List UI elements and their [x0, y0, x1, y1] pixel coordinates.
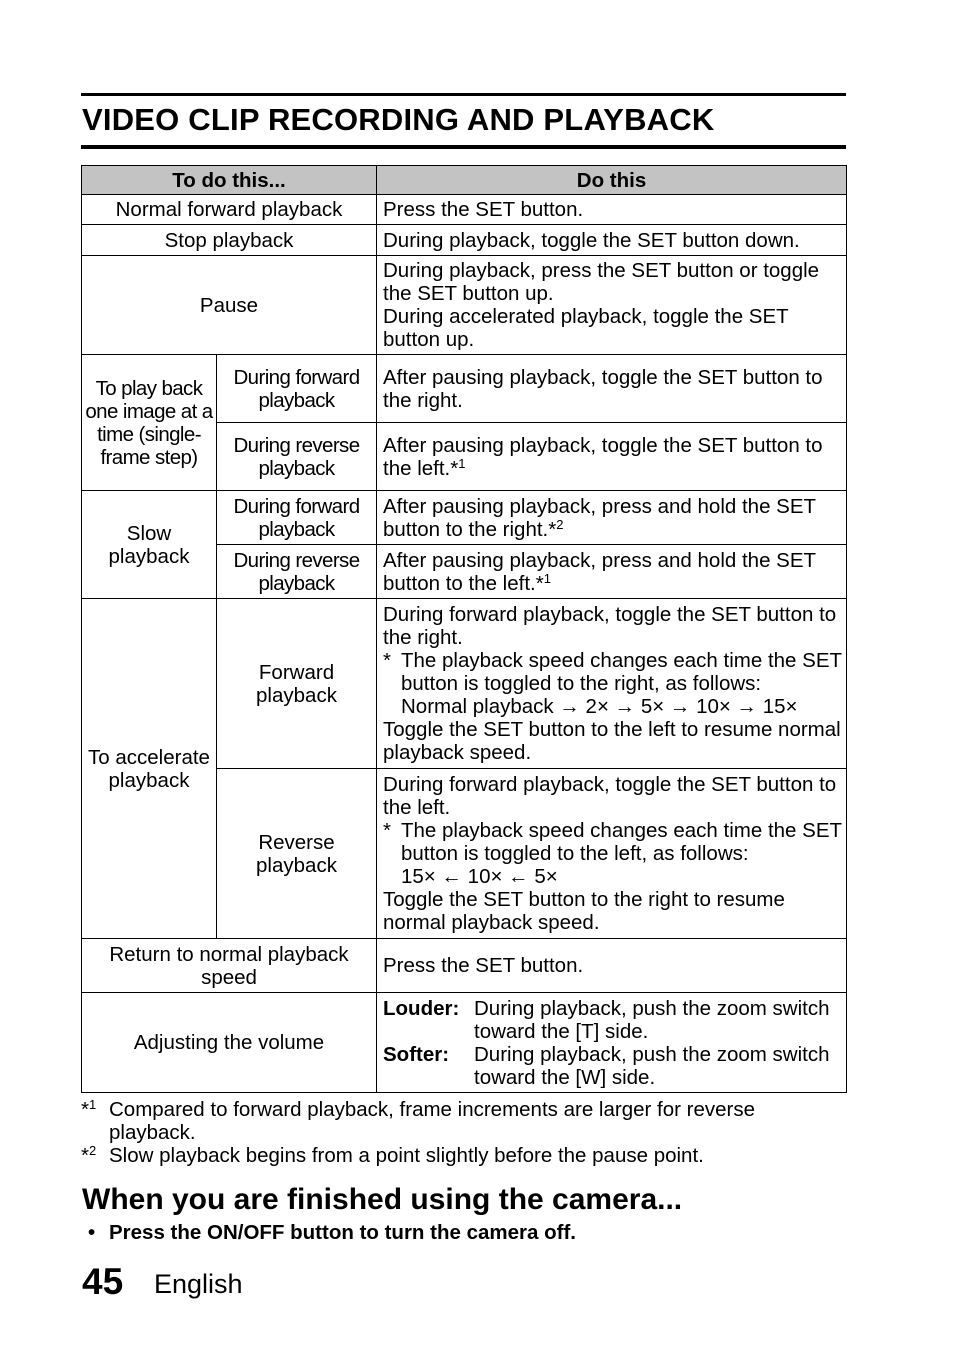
footnote-1-mark — [81, 1098, 109, 1144]
row-action-pause — [377, 256, 847, 355]
row-label-slow: Slow playback — [82, 491, 217, 599]
footnote-ref: 1 — [458, 455, 466, 471]
footnote-asterisk: * — [81, 1144, 89, 1167]
accel-reverse-note-text: The playback speed changes each time the SET button is toggled to the left, as follows: — [401, 819, 842, 865]
accel-forward-note — [383, 649, 842, 718]
operations-table — [81, 165, 847, 1093]
row-label-pause: Pause — [82, 256, 377, 355]
sub-label-accel-reverse: Reverse playback — [217, 769, 377, 939]
page-title: VIDEO CLIP RECORDING AND PLAYBACK — [82, 102, 715, 137]
frame-reverse-text: After pausing playback, toggle the SET button to the left. — [383, 433, 823, 480]
slow-forward-text: After pausing playback, press and hold the SET button to the right. — [383, 494, 816, 541]
slow-reverse-text: After pausing playback, press and hold the SET button to the left. — [383, 548, 816, 595]
footnote-number: 1 — [88, 1097, 97, 1112]
header-to-do-this: To do this... — [82, 166, 377, 195]
volume-softer-text: During playback, push the zoom switch toward the [W] side. — [474, 1042, 830, 1089]
sub-label-accel-forward: Forward playback — [217, 599, 377, 769]
row-action-normal-forward: Press the SET button. — [377, 195, 847, 225]
row-label-volume: Adjusting the volume — [82, 993, 377, 1093]
note-asterisk: * — [383, 819, 391, 842]
footnote-mark: * — [450, 456, 459, 480]
footnote-mark: * — [548, 517, 557, 541]
footnote-ref: 1 — [543, 570, 551, 586]
row-action-frame-reverse — [377, 423, 847, 491]
accel-reverse-line-2: Toggle the SET button to the right to resume normal playback speed. — [383, 888, 785, 934]
footnotes — [81, 1098, 846, 1167]
finish-instruction-text: Press the ON/OFF button to turn the camera off. — [109, 1221, 576, 1244]
row-label-accelerate: To accelerate playback — [82, 599, 217, 939]
pause-action-line-2: During accelerated playback, toggle the SET button up. — [383, 305, 789, 351]
volume-louder-key: Louder: — [383, 996, 460, 1020]
accel-forward-line-2: Toggle the SET button to the left to resume normal playback speed. — [383, 718, 841, 764]
accel-forward-note-body — [401, 649, 842, 718]
accel-reverse-note-body — [401, 819, 842, 888]
sub-label-frame-forward: During forward playback — [217, 355, 377, 423]
bullet-icon: • — [88, 1221, 96, 1244]
accel-forward-note-text: The playback speed changes each time the SET button is toggled to the right, as follows: — [401, 649, 842, 695]
title-rule-top — [81, 93, 846, 96]
volume-louder-text: During playback, push the zoom switch toward the [T] side. — [474, 996, 830, 1043]
sub-label-frame-reverse: During reverse playback — [217, 423, 377, 491]
accel-reverse-sequence: 15× ← 10× ← 5× — [401, 865, 558, 888]
footnote-asterisk: * — [81, 1098, 89, 1121]
row-label-return-normal: Return to normal playback speed — [82, 939, 377, 993]
table-row — [82, 355, 847, 423]
table-header-row — [82, 166, 847, 195]
accel-reverse-line-1: During forward playback, toggle the SET button to the left. — [383, 773, 837, 819]
pause-action-line-1: During playback, press the SET button or toggle the SET button up. — [383, 259, 820, 305]
volume-softer — [383, 1043, 840, 1089]
table-row — [82, 599, 847, 769]
table-row — [82, 491, 847, 545]
title-rule-bottom — [81, 145, 846, 149]
footnote-2-text: Slow playback begins from a point slightly before the pause point. — [109, 1144, 704, 1167]
header-do-this: Do this — [377, 166, 847, 195]
row-action-frame-forward: After pausing playback, toggle the SET button to the right. — [377, 355, 847, 423]
accel-forward-line-1: During forward playback, toggle the SET button to the right. — [383, 603, 837, 649]
table-row — [82, 939, 847, 993]
row-label-normal-forward: Normal forward playback — [82, 195, 377, 225]
row-action-accel-forward — [377, 599, 847, 769]
finish-instruction — [88, 1221, 576, 1245]
footnote-2 — [81, 1144, 846, 1167]
table-row — [82, 225, 847, 256]
row-action-slow-forward — [377, 491, 847, 545]
footnote-1 — [81, 1098, 846, 1144]
footnote-mark: * — [535, 571, 544, 595]
row-action-accel-reverse — [377, 769, 847, 939]
row-action-stop: During playback, toggle the SET button down. — [377, 225, 847, 256]
row-label-frame-step: To play back one image at a time (single-frame step) — [82, 355, 217, 491]
footnote-2-mark — [81, 1144, 109, 1167]
row-action-slow-reverse — [377, 545, 847, 599]
row-action-volume — [377, 993, 847, 1093]
table-row — [82, 256, 847, 355]
footnote-ref: 2 — [556, 516, 564, 532]
row-action-return-normal: Press the SET button. — [377, 939, 847, 993]
sub-label-slow-forward: During forward playback — [217, 491, 377, 545]
accel-reverse-note — [383, 819, 842, 888]
row-label-stop: Stop playback — [82, 225, 377, 256]
volume-softer-key: Softer: — [383, 1042, 450, 1066]
table-row — [82, 195, 847, 225]
accel-forward-sequence: Normal playback → 2× → 5× → 10× → 15× — [401, 695, 798, 718]
volume-louder — [383, 997, 840, 1043]
finish-heading: When you are finished using the camera... — [82, 1183, 683, 1216]
page-language: English — [154, 1269, 243, 1299]
note-asterisk: * — [383, 649, 391, 672]
footnote-1-text: Compared to forward playback, frame increments are larger for reverse playback. — [109, 1098, 756, 1144]
footnote-number: 2 — [88, 1143, 97, 1158]
sub-label-slow-reverse: During reverse playback — [217, 545, 377, 599]
table-row — [82, 993, 847, 1093]
page-number: 45 — [82, 1261, 124, 1302]
